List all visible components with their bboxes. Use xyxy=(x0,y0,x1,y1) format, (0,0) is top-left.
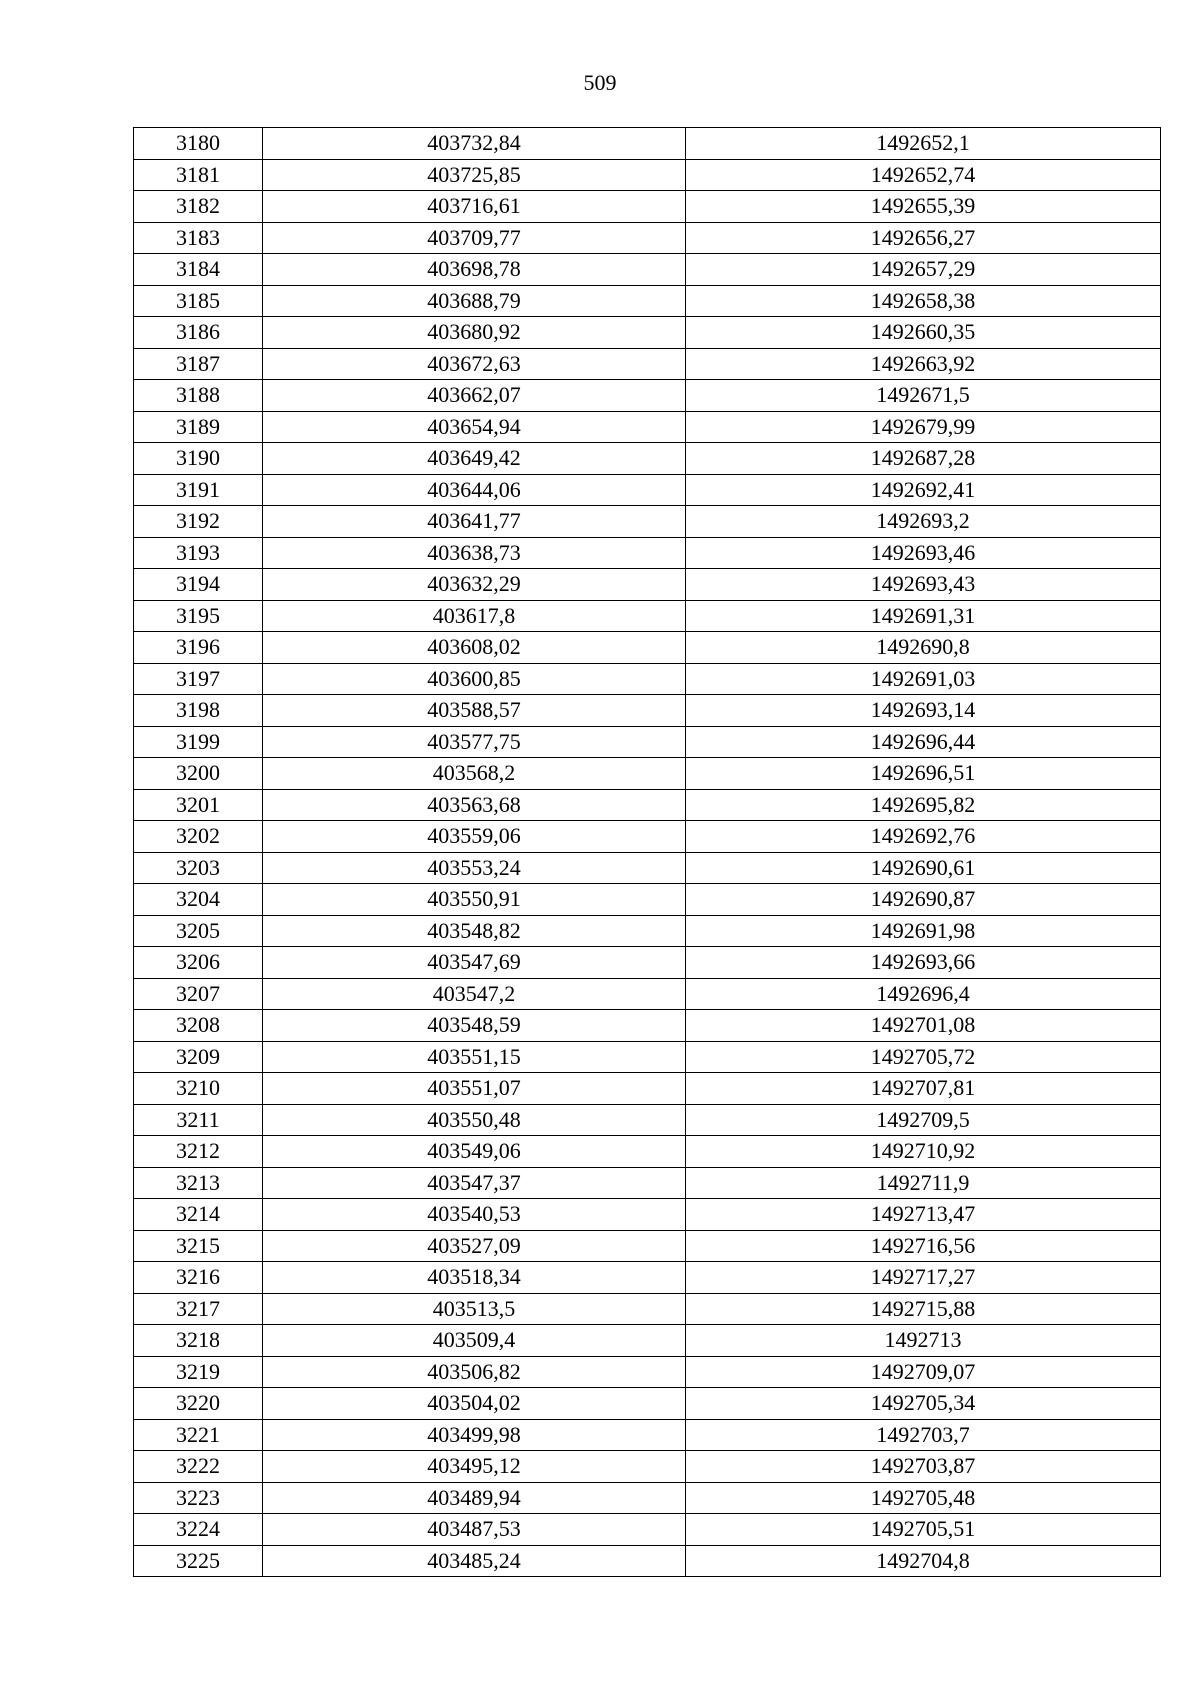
table-row xyxy=(134,1545,1161,1577)
x-coordinate-cell: 403509,4 xyxy=(263,1325,686,1357)
y-coordinate-cell: 1492687,28 xyxy=(686,443,1161,475)
point-number-cell: 3212 xyxy=(134,1136,263,1168)
point-number-cell: 3181 xyxy=(134,159,263,191)
table-row xyxy=(134,1325,1161,1357)
y-coordinate-cell: 1492690,61 xyxy=(686,852,1161,884)
point-number-cell: 3217 xyxy=(134,1293,263,1325)
x-coordinate-cell: 403499,98 xyxy=(263,1419,686,1451)
x-coordinate-cell: 403489,94 xyxy=(263,1482,686,1514)
y-coordinate-cell: 1492695,82 xyxy=(686,789,1161,821)
point-number-cell: 3191 xyxy=(134,474,263,506)
y-coordinate-cell: 1492707,81 xyxy=(686,1073,1161,1105)
y-coordinate-cell: 1492652,74 xyxy=(686,159,1161,191)
table-row xyxy=(134,1482,1161,1514)
point-number-cell: 3199 xyxy=(134,726,263,758)
table-row xyxy=(134,1104,1161,1136)
x-coordinate-cell: 403548,82 xyxy=(263,915,686,947)
table-row xyxy=(134,1419,1161,1451)
y-coordinate-cell: 1492713 xyxy=(686,1325,1161,1357)
y-coordinate-cell: 1492705,51 xyxy=(686,1514,1161,1546)
y-coordinate-cell: 1492717,27 xyxy=(686,1262,1161,1294)
y-coordinate-cell: 1492691,31 xyxy=(686,600,1161,632)
point-number-cell: 3219 xyxy=(134,1356,263,1388)
y-coordinate-cell: 1492715,88 xyxy=(686,1293,1161,1325)
point-number-cell: 3185 xyxy=(134,285,263,317)
table-row xyxy=(134,1199,1161,1231)
y-coordinate-cell: 1492693,66 xyxy=(686,947,1161,979)
table-row xyxy=(134,600,1161,632)
point-number-cell: 3194 xyxy=(134,569,263,601)
y-coordinate-cell: 1492656,27 xyxy=(686,222,1161,254)
x-coordinate-cell: 403600,85 xyxy=(263,663,686,695)
x-coordinate-cell: 403549,06 xyxy=(263,1136,686,1168)
point-number-cell: 3223 xyxy=(134,1482,263,1514)
x-coordinate-cell: 403518,34 xyxy=(263,1262,686,1294)
table-row xyxy=(134,569,1161,601)
table-row xyxy=(134,348,1161,380)
y-coordinate-cell: 1492713,47 xyxy=(686,1199,1161,1231)
table-row xyxy=(134,1262,1161,1294)
table-row xyxy=(134,884,1161,916)
table-row xyxy=(134,663,1161,695)
y-coordinate-cell: 1492711,9 xyxy=(686,1167,1161,1199)
x-coordinate-cell: 403513,5 xyxy=(263,1293,686,1325)
point-number-cell: 3218 xyxy=(134,1325,263,1357)
x-coordinate-cell: 403725,85 xyxy=(263,159,686,191)
table-row xyxy=(134,1010,1161,1042)
y-coordinate-cell: 1492693,46 xyxy=(686,537,1161,569)
x-coordinate-cell: 403485,24 xyxy=(263,1545,686,1577)
point-number-cell: 3214 xyxy=(134,1199,263,1231)
point-number-cell: 3189 xyxy=(134,411,263,443)
x-coordinate-cell: 403716,61 xyxy=(263,191,686,223)
table-row xyxy=(134,632,1161,664)
x-coordinate-cell: 403709,77 xyxy=(263,222,686,254)
y-coordinate-cell: 1492691,03 xyxy=(686,663,1161,695)
x-coordinate-cell: 403487,53 xyxy=(263,1514,686,1546)
table-row xyxy=(134,1293,1161,1325)
point-number-cell: 3190 xyxy=(134,443,263,475)
point-number-cell: 3182 xyxy=(134,191,263,223)
table-row xyxy=(134,852,1161,884)
x-coordinate-cell: 403632,29 xyxy=(263,569,686,601)
point-number-cell: 3192 xyxy=(134,506,263,538)
y-coordinate-cell: 1492704,8 xyxy=(686,1545,1161,1577)
y-coordinate-cell: 1492696,44 xyxy=(686,726,1161,758)
point-number-cell: 3200 xyxy=(134,758,263,790)
y-coordinate-cell: 1492705,72 xyxy=(686,1041,1161,1073)
table-row xyxy=(134,726,1161,758)
point-number-cell: 3184 xyxy=(134,254,263,286)
x-coordinate-cell: 403547,2 xyxy=(263,978,686,1010)
point-number-cell: 3197 xyxy=(134,663,263,695)
x-coordinate-cell: 403547,37 xyxy=(263,1167,686,1199)
point-number-cell: 3211 xyxy=(134,1104,263,1136)
y-coordinate-cell: 1492716,56 xyxy=(686,1230,1161,1262)
x-coordinate-cell: 403577,75 xyxy=(263,726,686,758)
table-row xyxy=(134,821,1161,853)
table-row xyxy=(134,254,1161,286)
y-coordinate-cell: 1492701,08 xyxy=(686,1010,1161,1042)
x-coordinate-cell: 403662,07 xyxy=(263,380,686,412)
x-coordinate-cell: 403680,92 xyxy=(263,317,686,349)
x-coordinate-cell: 403540,53 xyxy=(263,1199,686,1231)
table-row xyxy=(134,978,1161,1010)
point-number-cell: 3193 xyxy=(134,537,263,569)
point-number-cell: 3213 xyxy=(134,1167,263,1199)
y-coordinate-cell: 1492663,92 xyxy=(686,348,1161,380)
x-coordinate-cell: 403568,2 xyxy=(263,758,686,790)
table-row xyxy=(134,1356,1161,1388)
x-coordinate-cell: 403550,48 xyxy=(263,1104,686,1136)
point-number-cell: 3222 xyxy=(134,1451,263,1483)
table-row xyxy=(134,1388,1161,1420)
table-row xyxy=(134,411,1161,443)
table-row xyxy=(134,317,1161,349)
point-number-cell: 3187 xyxy=(134,348,263,380)
point-number-cell: 3209 xyxy=(134,1041,263,1073)
point-number-cell: 3201 xyxy=(134,789,263,821)
y-coordinate-cell: 1492710,92 xyxy=(686,1136,1161,1168)
point-number-cell: 3210 xyxy=(134,1073,263,1105)
x-coordinate-cell: 403688,79 xyxy=(263,285,686,317)
x-coordinate-cell: 403638,73 xyxy=(263,537,686,569)
point-number-cell: 3183 xyxy=(134,222,263,254)
coordinates-table xyxy=(133,127,1161,1577)
y-coordinate-cell: 1492679,99 xyxy=(686,411,1161,443)
table-row xyxy=(134,947,1161,979)
table-row xyxy=(134,191,1161,223)
y-coordinate-cell: 1492692,76 xyxy=(686,821,1161,853)
x-coordinate-cell: 403588,57 xyxy=(263,695,686,727)
table-row xyxy=(134,1073,1161,1105)
x-coordinate-cell: 403608,02 xyxy=(263,632,686,664)
table-row xyxy=(134,915,1161,947)
point-number-cell: 3196 xyxy=(134,632,263,664)
y-coordinate-cell: 1492652,1 xyxy=(686,128,1161,160)
y-coordinate-cell: 1492703,87 xyxy=(686,1451,1161,1483)
x-coordinate-cell: 403506,82 xyxy=(263,1356,686,1388)
y-coordinate-cell: 1492709,5 xyxy=(686,1104,1161,1136)
point-number-cell: 3188 xyxy=(134,380,263,412)
y-coordinate-cell: 1492658,38 xyxy=(686,285,1161,317)
point-number-cell: 3206 xyxy=(134,947,263,979)
point-number-cell: 3203 xyxy=(134,852,263,884)
point-number-cell: 3195 xyxy=(134,600,263,632)
table-row xyxy=(134,128,1161,160)
x-coordinate-cell: 403551,15 xyxy=(263,1041,686,1073)
table-row xyxy=(134,1167,1161,1199)
point-number-cell: 3198 xyxy=(134,695,263,727)
table-row xyxy=(134,380,1161,412)
table-row xyxy=(134,506,1161,538)
table-row xyxy=(134,695,1161,727)
y-coordinate-cell: 1492655,39 xyxy=(686,191,1161,223)
table-row xyxy=(134,537,1161,569)
y-coordinate-cell: 1492660,35 xyxy=(686,317,1161,349)
y-coordinate-cell: 1492705,48 xyxy=(686,1482,1161,1514)
table-row xyxy=(134,789,1161,821)
point-number-cell: 3220 xyxy=(134,1388,263,1420)
x-coordinate-cell: 403654,94 xyxy=(263,411,686,443)
x-coordinate-cell: 403547,69 xyxy=(263,947,686,979)
table-row xyxy=(134,1136,1161,1168)
point-number-cell: 3208 xyxy=(134,1010,263,1042)
x-coordinate-cell: 403617,8 xyxy=(263,600,686,632)
y-coordinate-cell: 1492705,34 xyxy=(686,1388,1161,1420)
y-coordinate-cell: 1492709,07 xyxy=(686,1356,1161,1388)
point-number-cell: 3180 xyxy=(134,128,263,160)
x-coordinate-cell: 403698,78 xyxy=(263,254,686,286)
table-row xyxy=(134,443,1161,475)
table-row xyxy=(134,1514,1161,1546)
x-coordinate-cell: 403732,84 xyxy=(263,128,686,160)
point-number-cell: 3225 xyxy=(134,1545,263,1577)
y-coordinate-cell: 1492693,2 xyxy=(686,506,1161,538)
table-body xyxy=(134,128,1161,1577)
x-coordinate-cell: 403527,09 xyxy=(263,1230,686,1262)
point-number-cell: 3221 xyxy=(134,1419,263,1451)
point-number-cell: 3216 xyxy=(134,1262,263,1294)
y-coordinate-cell: 1492693,43 xyxy=(686,569,1161,601)
table-row xyxy=(134,285,1161,317)
table-row xyxy=(134,222,1161,254)
table-row xyxy=(134,1230,1161,1262)
x-coordinate-cell: 403548,59 xyxy=(263,1010,686,1042)
table-row xyxy=(134,159,1161,191)
y-coordinate-cell: 1492696,4 xyxy=(686,978,1161,1010)
y-coordinate-cell: 1492657,29 xyxy=(686,254,1161,286)
x-coordinate-cell: 403563,68 xyxy=(263,789,686,821)
table-row xyxy=(134,758,1161,790)
y-coordinate-cell: 1492696,51 xyxy=(686,758,1161,790)
y-coordinate-cell: 1492690,87 xyxy=(686,884,1161,916)
x-coordinate-cell: 403649,42 xyxy=(263,443,686,475)
table-row xyxy=(134,474,1161,506)
y-coordinate-cell: 1492703,7 xyxy=(686,1419,1161,1451)
x-coordinate-cell: 403551,07 xyxy=(263,1073,686,1105)
point-number-cell: 3215 xyxy=(134,1230,263,1262)
x-coordinate-cell: 403644,06 xyxy=(263,474,686,506)
table-row xyxy=(134,1041,1161,1073)
point-number-cell: 3202 xyxy=(134,821,263,853)
y-coordinate-cell: 1492691,98 xyxy=(686,915,1161,947)
y-coordinate-cell: 1492692,41 xyxy=(686,474,1161,506)
x-coordinate-cell: 403672,63 xyxy=(263,348,686,380)
point-number-cell: 3207 xyxy=(134,978,263,1010)
x-coordinate-cell: 403641,77 xyxy=(263,506,686,538)
y-coordinate-cell: 1492693,14 xyxy=(686,695,1161,727)
x-coordinate-cell: 403495,12 xyxy=(263,1451,686,1483)
x-coordinate-cell: 403553,24 xyxy=(263,852,686,884)
point-number-cell: 3224 xyxy=(134,1514,263,1546)
page-number: 509 xyxy=(583,70,617,95)
x-coordinate-cell: 403559,06 xyxy=(263,821,686,853)
y-coordinate-cell: 1492671,5 xyxy=(686,380,1161,412)
y-coordinate-cell: 1492690,8 xyxy=(686,632,1161,664)
x-coordinate-cell: 403550,91 xyxy=(263,884,686,916)
point-number-cell: 3186 xyxy=(134,317,263,349)
point-number-cell: 3204 xyxy=(134,884,263,916)
x-coordinate-cell: 403504,02 xyxy=(263,1388,686,1420)
point-number-cell: 3205 xyxy=(134,915,263,947)
table-row xyxy=(134,1451,1161,1483)
